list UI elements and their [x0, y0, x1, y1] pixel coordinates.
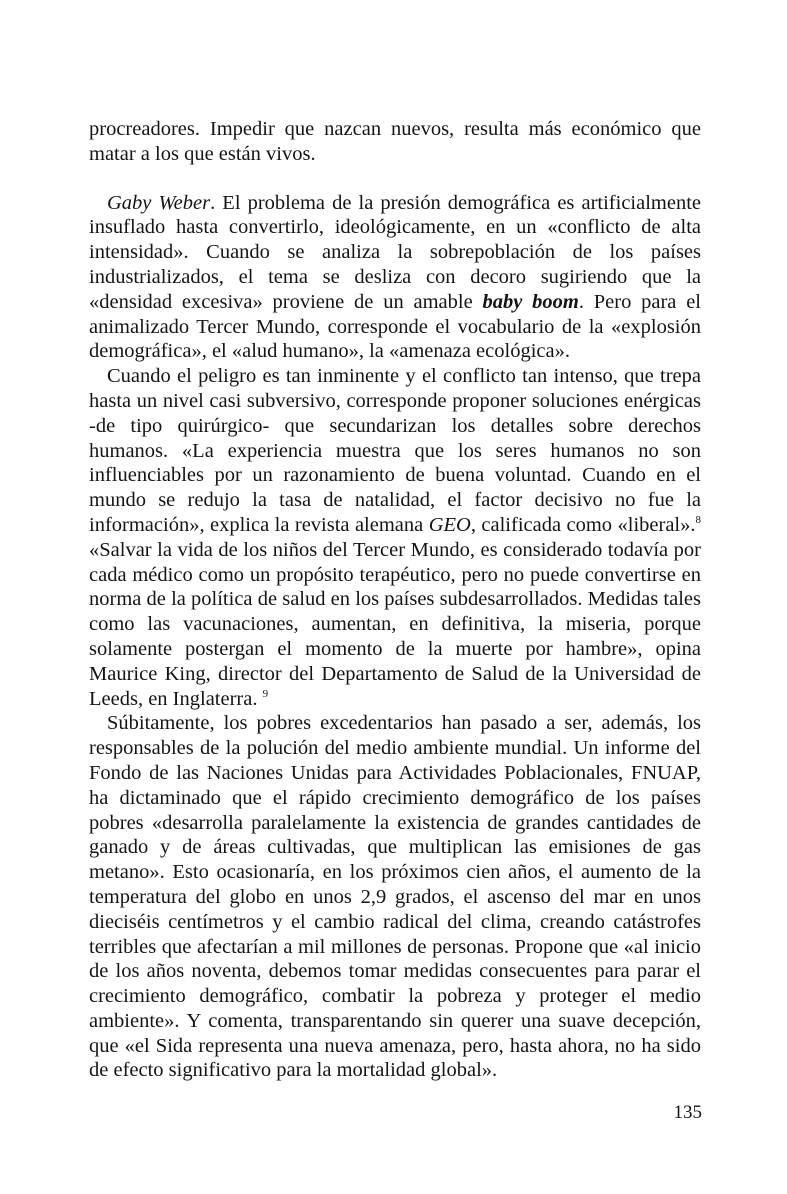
paragraph-text: Súbitamente, los pobres excedentarios han pasado a ser, además, los responsables de la polución del medio ambiente mundial. Un informe del Fondo de las Naciones Unidas para Actividades Poblacionales, FNUAP, ha dictaminado que el rápido crecimiento demográfico de los países pobres «desarrolla paralelamente la existencia de grandes cantidades de ganado y de áreas cultivadas, que multiplican las emisiones de gas metano». Esto ocasionaría, en los próximos cien años, el aumento de la temperatura del globo en unos 2,9 grados, el ascenso del mar en unos dieciséis centímetros y el cambio radical del clima, creando catástrofes terribles que afectarían a mil millones de personas. Propone que «al inicio de los años noventa, debemos tomar medidas consecuentes para parar el crecimiento demográfico, combatir la pobreza y proteger el medio ambiente». Y comenta, transparentando sin querer una suave decepción, que «el Sida representa una nueva amenaza, pero, hasta ahora, no ha sido de efecto significativo para la mortalidad global». — [89, 712, 701, 1082]
body-text — [89, 117, 701, 1083]
paragraph-text: . El problema de la presión demográfica es artificialmente insuflado hasta convertirlo, ideológicamente, en un «conflicto de alta intensidad». Cuando se analiza la sobrepoblación de los países industrializados, el tema se desliza con decoro sugiriendo que la «densidad excesiva» proviene de un amable — [89, 191, 701, 313]
paragraph-1 — [89, 117, 701, 167]
footnote-marker: 9 — [262, 687, 269, 700]
footnote-marker: 8 — [695, 514, 701, 527]
paragraph-3 — [89, 364, 701, 711]
paragraph-text: , calificada como «liberal». — [470, 513, 696, 536]
emphasized-term: baby boom — [482, 290, 579, 313]
paragraph-text: «Salvar la vida de los niños del Tercer Mundo, es considerado todavía por cada médico como un propósito terapéutico, pero no puede convertirse en norma de la política de salud en los países subdesarrollados. Medidas tales como las vacunaciones, aumentan, en definitiva, la miseria, porque solamente postergan el momento de la muerte por hambre», opina Maurice King, director del Departamento de Salud de la Universidad de Leeds, en Inglaterra. — [89, 538, 701, 710]
magazine-title: GEO — [428, 513, 471, 536]
paragraph-2 — [89, 191, 701, 365]
paragraph-text: Cuando el peligro es tan inminente y el conflicto tan intenso, que trepa hasta un nivel casi subversivo, corresponde proponer soluciones enérgicas -de tipo quirúrgico- que secundarizan los detalles sobre derechos humanos. «La experiencia muestra que los seres humanos no son influenciables por un razonamiento de buena voluntad. Cuando en el mundo se redujo la tasa de natalidad, el factor decisivo no fue la información», explica la revista alemana — [89, 365, 701, 536]
page-number: 135 — [673, 1102, 702, 1123]
paragraph-text: procreadores. Impedir que nazcan nuevos, resulta más económico que matar a los que están vivos. — [89, 118, 701, 165]
author-name: Gaby Weber — [107, 191, 211, 214]
paragraph-4 — [89, 711, 701, 1083]
paragraph-text: . Pero para el animalizado Tercer Mundo, corresponde el vocabulario de la «explosión demográfica», el «alud humano», la «amenaza ecológica». — [89, 290, 701, 363]
